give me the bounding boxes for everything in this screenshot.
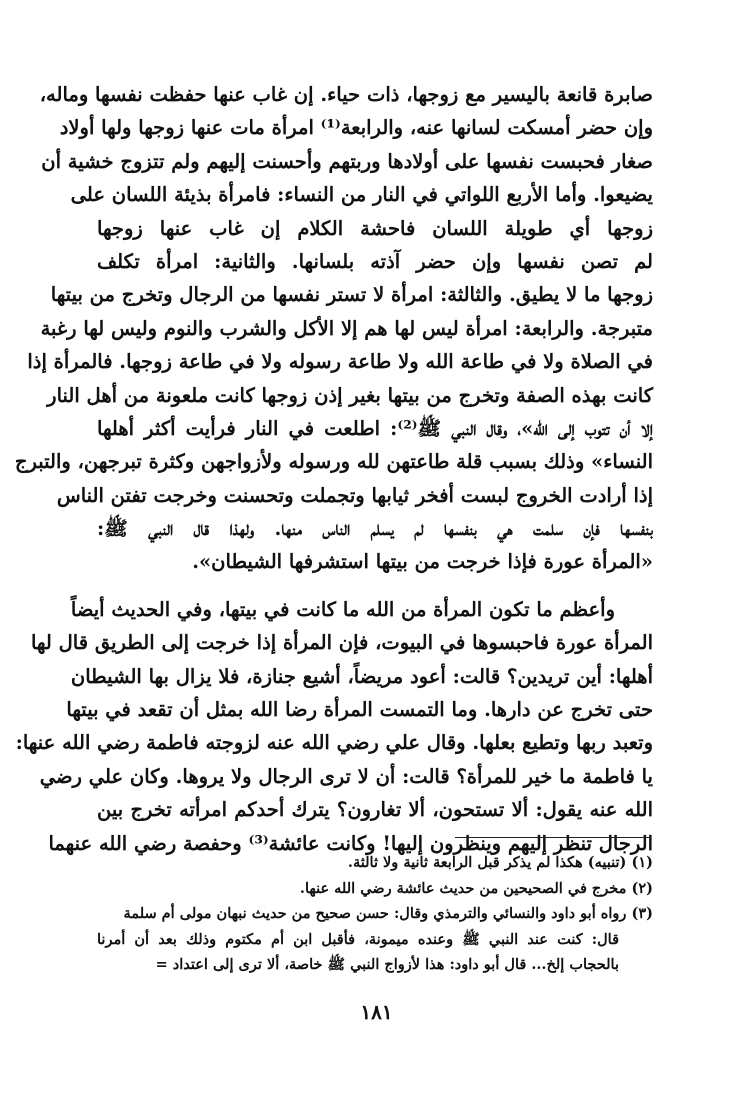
text-line: بنفسها فإن سلمت هي بنفسها لم يسلم الناس منها. ولهذا قال النبي ﷺ: xyxy=(97,517,653,541)
text-line: وأعظم ما تكون المرأة من الله ما كانت في بيتها، وفي الحديث أيضاً xyxy=(70,597,615,621)
text-line: المرأة عورة فاحبسوها في البيوت، فإن المرأة إذا خرجت إلى الطريق قال لها xyxy=(30,631,653,655)
text-line: أهلها: أين تريدين؟ قالت: أعود مريضاً، أشيع جنازة، فلا يزال بها الشيطان xyxy=(70,664,653,688)
footnote-1: (١) (تنبيه) هكذا لم يذكر قبل الرابعة ثانية ولا ثالثة. xyxy=(347,854,653,871)
text-line: لم تصن نفسها وإن حضر آذته بلسانها. والثانية: امرأة تكلف xyxy=(97,249,653,273)
text-line: في الصلاة ولا في طاعة الله ولا طاعة رسوله ولا في طاعة زوجها. فالمرأة إذا xyxy=(27,350,653,374)
text-line: كانت بهذه الصفة وتخرج من بيتها بغير إذن زوجها كانت ملعونة من أهل النار xyxy=(47,383,653,407)
main-text-body xyxy=(14,78,653,860)
text-line: صغار فحبست نفسها على أولادها وربتهم وأحسنت إليهم ولم تتزوج خشية أن xyxy=(41,149,653,173)
footnote-3-continuation: بالحجاب إلخ... قال أبو داود: هذا لأزواج النبي ﷺ خاصة، ألا ترى إلى اعتداد = xyxy=(155,956,619,973)
paragraph-gap xyxy=(97,579,653,593)
text-line: متبرجة. والرابعة: امرأة ليس لها هم إلا الأكل والشرب والنوم وليس لها رغبة xyxy=(40,316,653,340)
text-line: يضيعوا. وأما الأربع اللواتي في النار من النساء: فامرأة بذيئة اللسان على xyxy=(70,183,653,207)
footnote-3: (٣) رواه أبو داود والنسائي والترمذي وقال: حسن صحيح من حديث نبهان مولى أم سلمة xyxy=(123,905,653,922)
footnote-3-continuation: قال: كنت عند النبي ﷺ وعنده ميمونة، فأقبل ابن أم مكتوم وذلك بعد أن أمرنا xyxy=(97,930,619,948)
text-line: وإن حضر أمسكت لسانها عنه، والرابعة⁽¹⁾ امرأة مات عنها زوجها ولها أولاد xyxy=(59,116,653,140)
text-line: الرجال تنظر إليهم وينظرون إليها! وكانت عائشة⁽³⁾ وحفصة رضي الله عنهما xyxy=(48,831,653,855)
text-line: إذا أرادت الخروج لبست أفخر ثيابها وتجملت وتحسنت وخرجت تفتن الناس xyxy=(56,483,653,507)
footnotes xyxy=(97,850,653,978)
text-line: «المرأة عورة فإذا خرجت من بيتها استشرفها الشيطان». xyxy=(192,550,653,574)
text-line: صابرة قانعة باليسير مع زوجها، ذات حياء. إن غاب عنها حفظت نفسها وماله، xyxy=(39,83,653,106)
footnote-separator xyxy=(455,837,650,838)
text-line: يا فاطمة ما خير للمرأة؟ قالت: أن لا ترى الرجال ولا يروها. وكان علي رضي xyxy=(39,764,653,788)
text-line: زوجها ما لا يطيق. والثالثة: امرأة لا تستر نفسها من الرجال وتخرج من بيتها xyxy=(50,283,653,307)
text-line: النساء» وذلك بسبب قلة طاعتهن لله ورسوله ولأزواجهن وكثرة تبرجهن، والتبرج xyxy=(14,450,653,474)
page-number: ١٨١ xyxy=(360,1000,393,1024)
text-line: حتى تخرج عن دارها. وما التمست المرأة رضا الله بمثل أن تقعد في بيتها xyxy=(66,698,653,722)
text-line: زوجها أي طويلة اللسان فاحشة الكلام إن غاب عنها زوجها xyxy=(97,216,653,240)
text-line: الله عنه يقول: ألا تستحون، ألا تغارون؟ يترك أحدكم امرأته تخرج بين xyxy=(97,798,653,822)
text-line: وتعبد ربها وتطيع بعلها. وقال علي رضي الله عنه لزوجته فاطمة رضي الله عنها: xyxy=(15,731,653,755)
footnote-2: (٢) مخرج في الصحيحين من حديث عائشة رضي الله عنها. xyxy=(299,879,653,897)
text-line: إلا أن تتوب إلى الله»، وقال النبي ﷺ⁽²⁾: اطلعت في النار فرأيت أكثر أهلها xyxy=(97,416,653,440)
